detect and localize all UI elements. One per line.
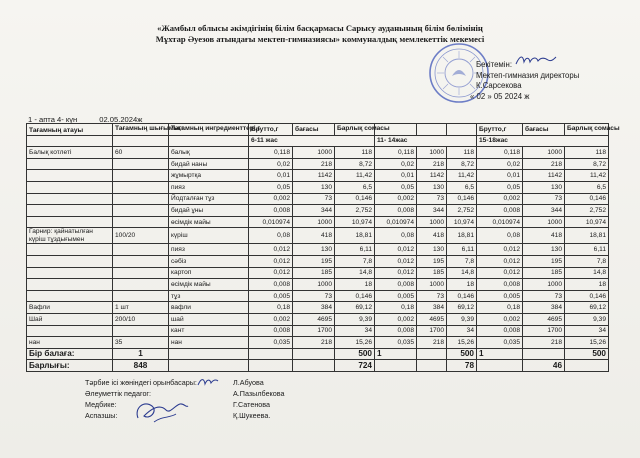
price-cell: 1000 — [417, 279, 447, 291]
price-cell: 344 — [417, 205, 447, 217]
price-cell: 418 — [417, 228, 447, 244]
table-row — [27, 216, 609, 228]
total-cell: 8,72 — [335, 158, 375, 170]
total-cell: 11,42 — [335, 170, 375, 182]
total-cell: 15,26 — [335, 337, 375, 349]
header-portion: Тағамның шығымы,г — [113, 124, 169, 136]
portion-cell: 60 — [113, 147, 169, 159]
price-cell: 130 — [293, 244, 335, 256]
price-cell: 218 — [523, 158, 565, 170]
brutto-cell: 0,01 — [477, 170, 523, 182]
header-brutto-3: Брутто,г — [477, 124, 523, 136]
brutto-cell: 0,012 — [477, 244, 523, 256]
table-row — [27, 170, 609, 182]
ingredient-cell: картоп — [169, 267, 249, 279]
signature-name: А.Пазылбекова — [233, 389, 285, 398]
portion-cell — [113, 181, 169, 193]
total-cell: 69,12 — [447, 302, 477, 314]
dish-name-cell — [27, 255, 113, 267]
portion-cell — [113, 255, 169, 267]
brutto-cell: 0,008 — [477, 205, 523, 217]
total-cell: 15,26 — [447, 337, 477, 349]
total-cell: 34 — [335, 325, 375, 337]
header-empty — [417, 124, 447, 136]
price-cell: 130 — [523, 181, 565, 193]
price-cell: 1700 — [523, 325, 565, 337]
header-ingredient: Тағамның ингредиенттері,г — [169, 124, 249, 136]
table-row — [27, 228, 609, 244]
dish-name-cell — [27, 267, 113, 279]
price-cell: 418 — [523, 228, 565, 244]
brutto-cell: 0,008 — [249, 325, 293, 337]
price-cell: 1000 — [523, 279, 565, 291]
total-cell: 0,146 — [335, 290, 375, 302]
price-cell: 1000 — [293, 216, 335, 228]
approval-position: Мектеп-гимназия директоры — [476, 70, 580, 80]
price-cell: 344 — [523, 205, 565, 217]
portion-cell — [113, 267, 169, 279]
price-cell: 73 — [523, 290, 565, 302]
brutto-cell: 0,02 — [477, 158, 523, 170]
week-day-label: 1 - апта 4- күн — [28, 115, 78, 124]
brutto-cell: 0,118 — [249, 147, 293, 159]
ingredient-cell: нан — [169, 337, 249, 349]
price-cell: 195 — [293, 255, 335, 267]
brutto-cell: 0,008 — [249, 205, 293, 217]
price-cell: 384 — [293, 302, 335, 314]
portion-cell — [113, 325, 169, 337]
menu-date: 02.05.2024ж — [99, 115, 143, 124]
brutto-cell: 0,008 — [477, 325, 523, 337]
table-row — [27, 267, 609, 279]
total-cell: 6,11 — [335, 244, 375, 256]
total-cell: 14,8 — [565, 267, 609, 279]
total-cell: 18 — [565, 279, 609, 291]
per-child-count: 1 — [113, 348, 169, 360]
table-row — [27, 193, 609, 205]
price-cell: 195 — [417, 255, 447, 267]
total-cell: 6,11 — [447, 244, 477, 256]
total-cell: 10,974 — [447, 216, 477, 228]
table-row — [27, 147, 609, 159]
total-cell: 7,8 — [335, 255, 375, 267]
total-cell: 6,5 — [565, 181, 609, 193]
dish-name-cell — [27, 181, 113, 193]
signature-role: Медбике: — [85, 400, 117, 409]
dish-name-cell: Шай — [27, 313, 113, 325]
total-cell: 8,72 — [447, 158, 477, 170]
document-title-line1: «Жамбыл облысы әкімдігінің білім басқармасы Сарысу ауданының білім бөлімінің — [157, 23, 483, 33]
total-cell: 18,81 — [447, 228, 477, 244]
brutto-cell: 0,012 — [477, 267, 523, 279]
brutto-cell: 0,008 — [375, 325, 417, 337]
ingredient-cell: кант — [169, 325, 249, 337]
brutto-cell: 0,002 — [375, 193, 417, 205]
dish-name-cell — [27, 290, 113, 302]
dish-name-cell — [27, 193, 113, 205]
table-row — [27, 290, 609, 302]
per-child-label: Бір балаға: — [27, 348, 113, 360]
brutto-cell: 0,005 — [375, 290, 417, 302]
price-cell: 1700 — [293, 325, 335, 337]
price-cell: 1000 — [293, 279, 335, 291]
total-cell: 14,8 — [335, 267, 375, 279]
brutto-cell: 0,05 — [477, 181, 523, 193]
brutto-cell: 0,008 — [375, 205, 417, 217]
brutto-cell: 0,012 — [249, 255, 293, 267]
total-cell: 7,8 — [447, 255, 477, 267]
header-empty — [447, 124, 477, 136]
per-child-sum-2: 500 — [447, 348, 477, 360]
approval-director-name: К.Сарсекова — [476, 81, 522, 90]
brutto-cell: 0,002 — [375, 313, 417, 325]
total-cell: 9,39 — [335, 313, 375, 325]
header-brutto-1: Брутто,г — [249, 124, 293, 136]
total-cell: 10,974 — [565, 216, 609, 228]
table-row — [27, 205, 609, 217]
brutto-cell: 0,05 — [375, 181, 417, 193]
total-cell: 0,146 — [565, 290, 609, 302]
total-cell: 10,974 — [335, 216, 375, 228]
total-cell: 0,146 — [335, 193, 375, 205]
price-cell: 384 — [417, 302, 447, 314]
brutto-cell: 0,118 — [477, 147, 523, 159]
price-cell: 1142 — [293, 170, 335, 182]
price-cell: 185 — [293, 267, 335, 279]
dish-name-cell: Вафли — [27, 302, 113, 314]
price-cell: 4695 — [293, 313, 335, 325]
table-row — [27, 302, 609, 314]
total-cell: 15,26 — [565, 337, 609, 349]
total-cell: 9,39 — [565, 313, 609, 325]
price-cell: 218 — [293, 158, 335, 170]
dish-name-cell — [27, 244, 113, 256]
ingredient-cell: бидай ұны — [169, 205, 249, 217]
brutto-cell: 0,035 — [477, 337, 523, 349]
total-cell: 34 — [447, 325, 477, 337]
header-total-3: Барлық сомасы — [565, 124, 609, 136]
brutto-cell: 0,012 — [249, 244, 293, 256]
menu-table — [26, 123, 620, 372]
brutto-cell: 0,005 — [477, 290, 523, 302]
dish-name-cell — [27, 216, 113, 228]
portion-cell: 100/20 — [113, 228, 169, 244]
ingredient-cell: тұз — [169, 290, 249, 302]
brutto-cell: 0,18 — [375, 302, 417, 314]
brutto-cell: 0,002 — [477, 313, 523, 325]
signature-name: Г.Сатенова — [233, 400, 271, 409]
brutto-cell: 0,18 — [249, 302, 293, 314]
total-cell: 2,752 — [335, 205, 375, 217]
portion-cell — [113, 205, 169, 217]
dish-name-cell: Балық котлеті — [27, 147, 113, 159]
brutto-cell: 0,035 — [249, 337, 293, 349]
dish-name-cell — [27, 158, 113, 170]
ingredient-cell: пияз — [169, 244, 249, 256]
price-cell: 4695 — [417, 313, 447, 325]
signature-role: Әлеуметтік педагог: — [85, 389, 152, 398]
price-cell: 73 — [417, 290, 447, 302]
per-child-row — [27, 348, 609, 360]
brutto-cell: 0,012 — [375, 267, 417, 279]
total-cell: 14,8 — [447, 267, 477, 279]
dish-name-cell — [27, 325, 113, 337]
price-cell: 185 — [523, 267, 565, 279]
total-cell: 118 — [565, 147, 609, 159]
brutto-cell: 0,02 — [375, 158, 417, 170]
price-cell: 130 — [523, 244, 565, 256]
brutto-cell: 0,08 — [477, 228, 523, 244]
total-cell: 0,146 — [447, 290, 477, 302]
total-cell: 69,12 — [565, 302, 609, 314]
price-cell: 73 — [293, 193, 335, 205]
total-cell: 11,42 — [565, 170, 609, 182]
price-cell: 130 — [293, 181, 335, 193]
brutto-cell: 0,010974 — [477, 216, 523, 228]
age-group-15-18: 15-18жас — [477, 135, 609, 147]
brutto-cell: 0,08 — [249, 228, 293, 244]
price-cell: 1000 — [523, 216, 565, 228]
dish-name-cell — [27, 279, 113, 291]
brutto-cell: 0,01 — [249, 170, 293, 182]
price-cell: 1700 — [417, 325, 447, 337]
total-cell: 8,72 — [565, 158, 609, 170]
per-child-count-3: 1 — [477, 348, 523, 360]
price-cell: 218 — [417, 337, 447, 349]
ingredient-cell: Йодталған тұз — [169, 193, 249, 205]
ingredient-cell: өсімдік майы — [169, 216, 249, 228]
age-group-row — [27, 135, 609, 147]
total-cell: 18,81 — [335, 228, 375, 244]
total-cell: 118 — [335, 147, 375, 159]
total-cell: 6,5 — [447, 181, 477, 193]
brutto-cell: 0,002 — [249, 313, 293, 325]
total-cell: 18,81 — [565, 228, 609, 244]
nurse-signature-icon — [132, 398, 190, 424]
portion-cell — [113, 170, 169, 182]
price-cell: 418 — [293, 228, 335, 244]
total-cell: 6,5 — [335, 181, 375, 193]
grand-total-count: 848 — [113, 360, 169, 372]
grand-total-sum-1: 724 — [335, 360, 375, 372]
brutto-cell: 0,010974 — [249, 216, 293, 228]
table-header-row — [27, 124, 609, 136]
portion-cell: 1 шт — [113, 302, 169, 314]
portion-cell — [113, 158, 169, 170]
ingredient-cell: вафли — [169, 302, 249, 314]
table-row — [27, 158, 609, 170]
signature-role: Аспазшы: — [85, 411, 118, 420]
per-child-sum-3: 500 — [565, 348, 609, 360]
table-row — [27, 313, 609, 325]
menu-table-body — [27, 147, 609, 349]
table-row — [27, 325, 609, 337]
price-cell: 218 — [523, 337, 565, 349]
ingredient-cell: жұмыртқа — [169, 170, 249, 182]
total-cell: 34 — [565, 325, 609, 337]
total-cell: 2,752 — [447, 205, 477, 217]
ingredient-cell: өсімдік майы — [169, 279, 249, 291]
ingredient-cell: күріш — [169, 228, 249, 244]
table-row — [27, 337, 609, 349]
deputy-signature-icon — [196, 375, 220, 389]
portion-cell: 200/10 — [113, 313, 169, 325]
price-cell: 1000 — [417, 147, 447, 159]
document-title-line2: Мұхтар Әуезов атындағы мектеп-гимназиясы» коммуналдық мемлекеттік мекемесі — [155, 34, 485, 44]
header-dish: Тағамның атауы — [27, 124, 113, 136]
signature-name: Қ.Шукеева. — [233, 411, 271, 420]
total-cell: 9,39 — [447, 313, 477, 325]
brutto-cell: 0,18 — [477, 302, 523, 314]
brutto-cell: 0,008 — [249, 279, 293, 291]
price-cell: 344 — [293, 205, 335, 217]
ingredient-cell: шай — [169, 313, 249, 325]
age-group-11-14: 11- 14жас — [375, 135, 477, 147]
total-cell: 0,146 — [447, 193, 477, 205]
price-cell: 218 — [417, 158, 447, 170]
price-cell: 384 — [523, 302, 565, 314]
grand-total-sum-2: 78 — [447, 360, 477, 372]
ingredient-cell: бидай наны — [169, 158, 249, 170]
brutto-cell: 0,02 — [249, 158, 293, 170]
ingredient-cell: пияз — [169, 181, 249, 193]
signature-role: Тәрбие ісі жөніндегі орынбасары: — [85, 378, 197, 387]
brutto-cell: 0,012 — [375, 255, 417, 267]
brutto-cell: 0,010974 — [375, 216, 417, 228]
header-price-1: бағасы — [293, 124, 335, 136]
per-child-count-2: 1 — [375, 348, 417, 360]
table-row — [27, 279, 609, 291]
brutto-cell: 0,012 — [477, 255, 523, 267]
price-cell: 195 — [523, 255, 565, 267]
table-row — [27, 255, 609, 267]
grand-total-row — [27, 360, 609, 372]
price-cell: 73 — [417, 193, 447, 205]
header-total-1: Барлық сомасы — [335, 124, 375, 136]
signature-row — [85, 377, 264, 388]
price-cell: 218 — [293, 337, 335, 349]
total-cell: 11,42 — [447, 170, 477, 182]
price-cell: 1000 — [417, 216, 447, 228]
brutto-cell: 0,012 — [375, 244, 417, 256]
price-cell: 73 — [523, 193, 565, 205]
price-cell: 1000 — [523, 147, 565, 159]
dish-name-cell: нан — [27, 337, 113, 349]
price-cell: 1142 — [417, 170, 447, 182]
total-cell: 69,12 — [335, 302, 375, 314]
brutto-cell: 0,01 — [375, 170, 417, 182]
total-cell: 18 — [335, 279, 375, 291]
dish-name-cell: Гарнир: қайнатылған күріш тұздығымен — [27, 228, 113, 244]
approval-date: « 02 » 05 2024 ж — [470, 91, 530, 101]
price-cell: 4695 — [523, 313, 565, 325]
age-group-6-11: 6-11 жас — [249, 135, 375, 147]
total-cell: 118 — [447, 147, 477, 159]
total-cell: 6,11 — [565, 244, 609, 256]
price-cell: 185 — [417, 267, 447, 279]
header-price-3: бағасы — [523, 124, 565, 136]
price-cell: 73 — [293, 290, 335, 302]
brutto-cell: 0,118 — [375, 147, 417, 159]
per-child-sum-1: 500 — [335, 348, 375, 360]
signature-name: Л.Абуова — [233, 378, 264, 387]
brutto-cell: 0,005 — [249, 290, 293, 302]
brutto-cell: 0,002 — [249, 193, 293, 205]
portion-cell — [113, 290, 169, 302]
brutto-cell: 0,008 — [477, 279, 523, 291]
portion-cell — [113, 216, 169, 228]
portion-cell: 35 — [113, 337, 169, 349]
total-cell: 0,146 — [565, 193, 609, 205]
brutto-cell: 0,035 — [375, 337, 417, 349]
grand-total-label: Барлығы: — [27, 360, 113, 372]
total-cell: 7,8 — [565, 255, 609, 267]
total-cell: 18 — [447, 279, 477, 291]
portion-cell — [113, 279, 169, 291]
brutto-cell: 0,08 — [375, 228, 417, 244]
portion-cell — [113, 193, 169, 205]
brutto-cell: 0,012 — [249, 267, 293, 279]
brutto-cell: 0,05 — [249, 181, 293, 193]
dish-name-cell — [27, 205, 113, 217]
ingredient-cell: сәбіз — [169, 255, 249, 267]
brutto-cell: 0,008 — [375, 279, 417, 291]
price-cell: 1000 — [293, 147, 335, 159]
table-row — [27, 181, 609, 193]
price-cell: 130 — [417, 181, 447, 193]
approval-label: Бекітемін: — [476, 60, 512, 69]
dish-name-cell — [27, 170, 113, 182]
price-cell: 130 — [417, 244, 447, 256]
total-cell: 2,752 — [565, 205, 609, 217]
price-cell: 1142 — [523, 170, 565, 182]
director-signature-icon — [514, 53, 558, 67]
ingredient-cell: балық — [169, 147, 249, 159]
portion-cell — [113, 244, 169, 256]
brutto-cell: 0,002 — [477, 193, 523, 205]
table-row — [27, 244, 609, 256]
grand-total-sum-3: 46 — [523, 360, 565, 372]
